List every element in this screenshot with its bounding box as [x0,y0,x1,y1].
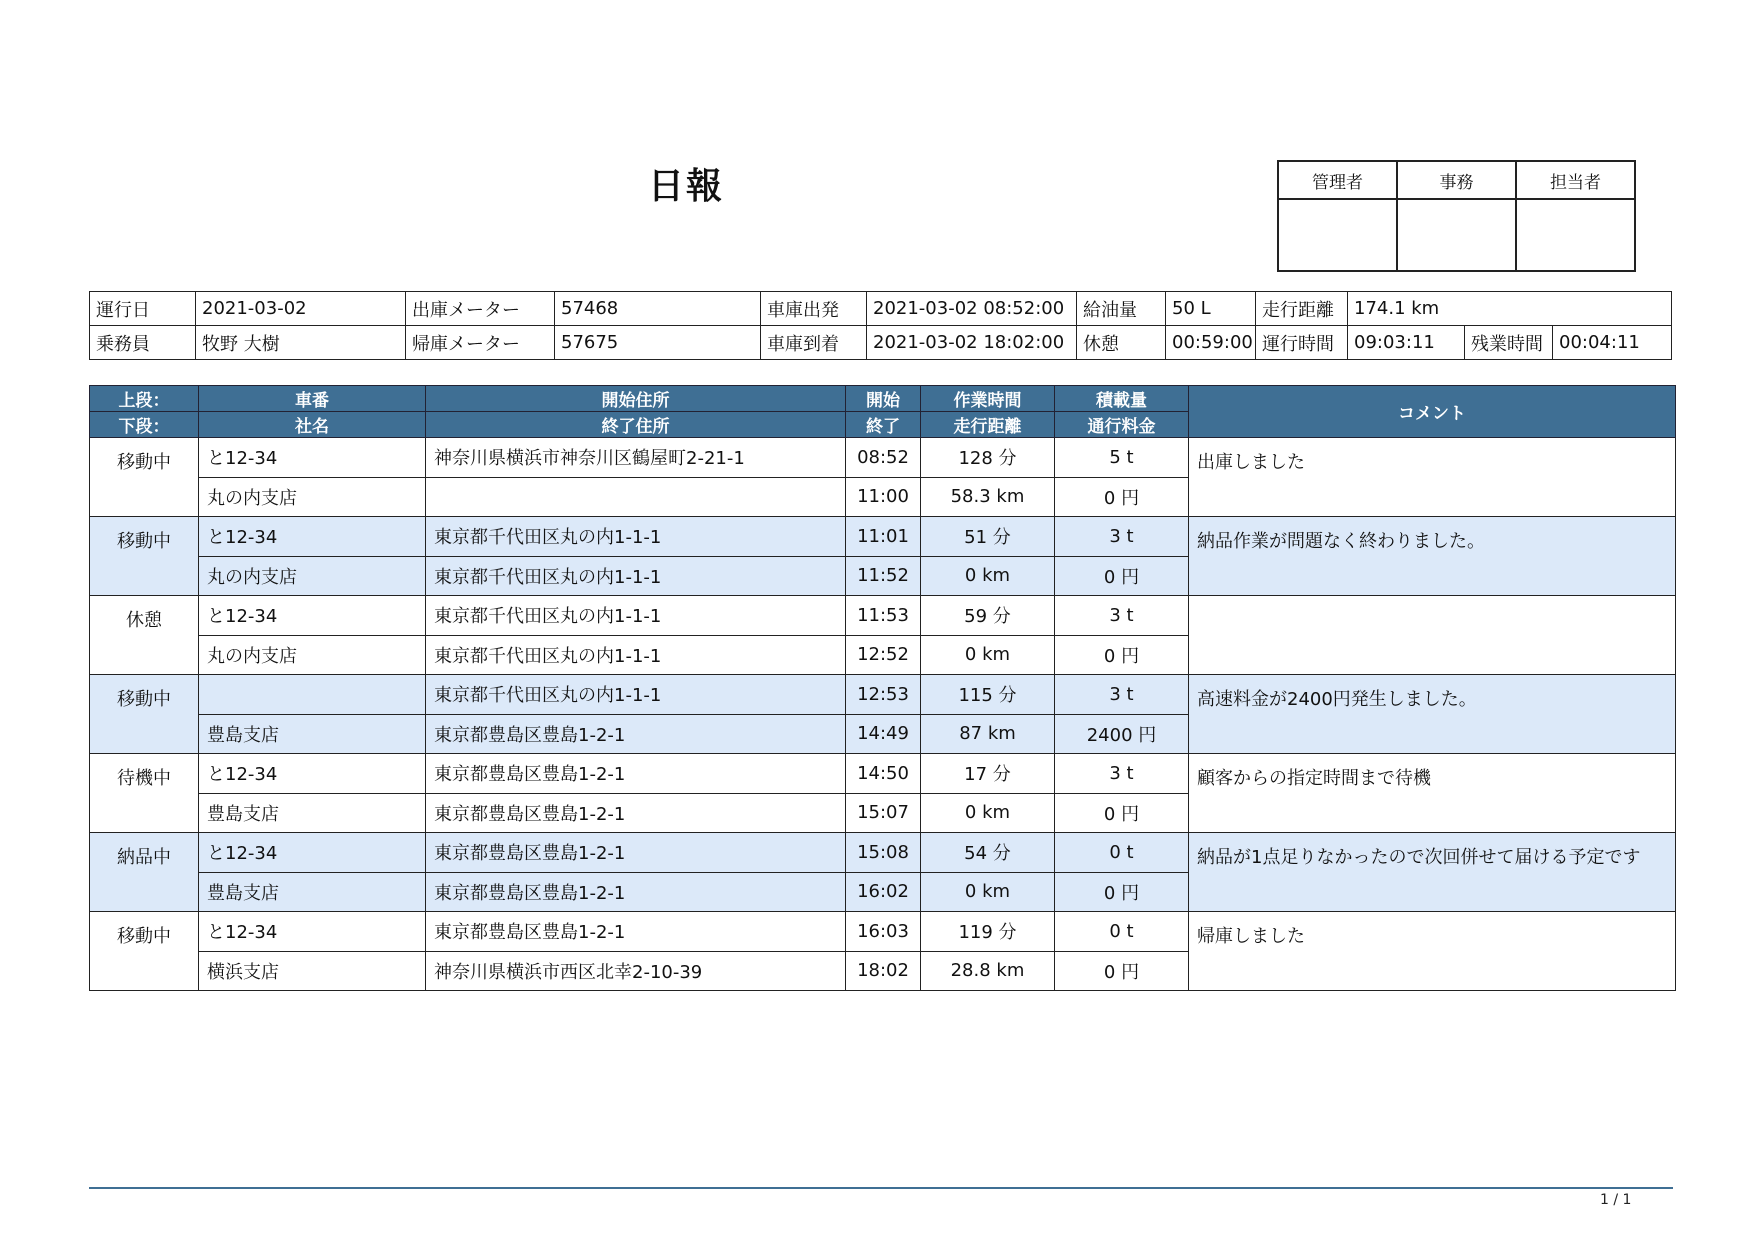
header-start-address: 開始住所 [426,386,846,412]
page-indicator: 1 / 1 [1600,1192,1632,1208]
comment-cell: 出庫しました [1189,438,1676,517]
table-row [90,675,1676,715]
end-time-cell: 18:02 [846,951,921,991]
work-time-cell: 115 分 [921,675,1055,715]
car-no-cell: と12-34 [199,596,426,636]
distance-cell: 0 km [921,872,1055,912]
work-time-cell: 119 分 [921,912,1055,952]
start-address-cell: 東京都千代田区丸の内1-1-1 [426,517,846,557]
status-cell: 移動中 [90,912,199,991]
approval-stamp-manager[interactable] [1278,199,1397,271]
start-time-cell: 14:50 [846,754,921,794]
company-cell: 横浜支店 [199,951,426,991]
end-time-cell: 15:07 [846,793,921,833]
status-cell: 移動中 [90,675,199,754]
distance-cell: 0 km [921,793,1055,833]
distance-cell: 0 km [921,556,1055,596]
arrive-time: 2021-03-02 18:02:00 [867,326,1077,360]
crew-label: 乗務員 [90,326,196,360]
end-address-cell: 東京都豊島区豊島1-2-1 [426,872,846,912]
distance-cell: 87 km [921,714,1055,754]
approval-stamp-office[interactable] [1397,199,1516,271]
end-time-cell: 11:00 [846,477,921,517]
toll-cell: 2400 円 [1055,714,1189,754]
start-time-cell: 15:08 [846,833,921,873]
end-address-cell: 東京都千代田区丸の内1-1-1 [426,556,846,596]
distance-cell: 0 km [921,635,1055,675]
out-meter-label: 出庫メーター [406,292,555,326]
header-run-distance: 走行距離 [921,412,1055,438]
toll-cell: 0 円 [1055,635,1189,675]
start-time-cell: 11:01 [846,517,921,557]
op-time-label: 運行時間 [1256,326,1348,360]
status-cell: 待機中 [90,754,199,833]
company-cell: 豊島支店 [199,793,426,833]
company-cell: 豊島支店 [199,714,426,754]
header-comment: コメント [1189,386,1676,438]
start-time-cell: 16:03 [846,912,921,952]
approval-stamp-table [1277,160,1636,272]
comment-cell [1189,596,1676,675]
header-lower-label: 下段： [90,412,199,438]
depart-time: 2021-03-02 08:52:00 [867,292,1077,326]
end-address-cell: 東京都千代田区丸の内1-1-1 [426,635,846,675]
car-no-cell [199,675,426,715]
end-address-cell: 東京都豊島区豊島1-2-1 [426,793,846,833]
activity-log-table [89,385,1676,991]
car-no-cell: と12-34 [199,833,426,873]
distance-label: 走行距離 [1256,292,1348,326]
total-distance: 174.1 km [1348,292,1672,326]
return-meter-label: 帰庫メーター [406,326,555,360]
load-cell: 3 t [1055,517,1189,557]
table-row [90,596,1676,636]
footer-divider [89,1187,1673,1189]
out-meter: 57468 [555,292,761,326]
start-address-cell: 東京都千代田区丸の内1-1-1 [426,596,846,636]
approval-label-manager: 管理者 [1278,161,1397,199]
end-address-cell [426,477,846,517]
header-end: 終了 [846,412,921,438]
summary-table [89,291,1672,360]
comment-cell: 納品が1点足りなかったので次回併せて届ける予定です [1189,833,1676,912]
header-load: 積載量 [1055,386,1189,412]
return-meter: 57675 [555,326,761,360]
header-toll: 通行料金 [1055,412,1189,438]
start-address-cell: 東京都豊島区豊島1-2-1 [426,912,846,952]
load-cell: 0 t [1055,833,1189,873]
load-cell: 0 t [1055,912,1189,952]
toll-cell: 0 円 [1055,951,1189,991]
load-cell: 5 t [1055,438,1189,478]
overtime: 00:04:11 [1553,326,1672,360]
start-address-cell: 東京都豊島区豊島1-2-1 [426,754,846,794]
start-time-cell: 11:53 [846,596,921,636]
end-time-cell: 14:49 [846,714,921,754]
break-label: 休憩 [1077,326,1166,360]
company-cell: 丸の内支店 [199,556,426,596]
end-time-cell: 16:02 [846,872,921,912]
start-address-cell: 東京都千代田区丸の内1-1-1 [426,675,846,715]
end-time-cell: 12:52 [846,635,921,675]
load-cell: 3 t [1055,675,1189,715]
approval-stamp-staff[interactable] [1516,199,1635,271]
comment-cell: 帰庫しました [1189,912,1676,991]
status-cell: 移動中 [90,517,199,596]
status-cell: 休憩 [90,596,199,675]
comment-cell: 高速料金が2400円発生しました。 [1189,675,1676,754]
table-row [90,754,1676,794]
table-row [90,517,1676,557]
overtime-label: 残業時間 [1465,326,1553,360]
company-cell: 丸の内支店 [199,635,426,675]
load-cell: 3 t [1055,754,1189,794]
start-time-cell: 08:52 [846,438,921,478]
end-time-cell: 11:52 [846,556,921,596]
end-address-cell: 東京都豊島区豊島1-2-1 [426,714,846,754]
crew-name: 牧野 大樹 [196,326,406,360]
car-no-cell: と12-34 [199,912,426,952]
start-address-cell: 神奈川県横浜市神奈川区鶴屋町2-21-1 [426,438,846,478]
car-no-cell: と12-34 [199,438,426,478]
start-address-cell: 東京都豊島区豊島1-2-1 [426,833,846,873]
header-start: 開始 [846,386,921,412]
header-upper-label: 上段： [90,386,199,412]
toll-cell: 0 円 [1055,477,1189,517]
distance-cell: 28.8 km [921,951,1055,991]
work-time-cell: 17 分 [921,754,1055,794]
company-cell: 丸の内支店 [199,477,426,517]
work-time-cell: 54 分 [921,833,1055,873]
table-row [90,912,1676,952]
work-time-cell: 128 分 [921,438,1055,478]
operation-date: 2021-03-02 [196,292,406,326]
comment-cell: 納品作業が問題なく終わりました。 [1189,517,1676,596]
op-time: 09:03:11 [1348,326,1465,360]
page-title: 日報 [647,166,724,207]
toll-cell: 0 円 [1055,793,1189,833]
table-row [90,438,1676,478]
break-time: 00:59:00 [1166,326,1256,360]
car-no-cell: と12-34 [199,517,426,557]
fuel-label: 給油量 [1077,292,1166,326]
load-cell: 3 t [1055,596,1189,636]
header-car-no: 車番 [199,386,426,412]
comment-cell: 顧客からの指定時間まで待機 [1189,754,1676,833]
company-cell: 豊島支店 [199,872,426,912]
approval-label-office: 事務 [1397,161,1516,199]
start-time-cell: 12:53 [846,675,921,715]
table-row [90,833,1676,873]
operation-date-label: 運行日 [90,292,196,326]
end-address-cell: 神奈川県横浜市西区北幸2-10-39 [426,951,846,991]
arrive-label: 車庫到着 [761,326,867,360]
header-company: 社名 [199,412,426,438]
header-end-address: 終了住所 [426,412,846,438]
header-work-time: 作業時間 [921,386,1055,412]
fuel-amount: 50 L [1166,292,1256,326]
approval-label-staff: 担当者 [1516,161,1635,199]
toll-cell: 0 円 [1055,872,1189,912]
distance-cell: 58.3 km [921,477,1055,517]
depart-label: 車庫出発 [761,292,867,326]
work-time-cell: 59 分 [921,596,1055,636]
toll-cell: 0 円 [1055,556,1189,596]
car-no-cell: と12-34 [199,754,426,794]
status-cell: 移動中 [90,438,199,517]
work-time-cell: 51 分 [921,517,1055,557]
status-cell: 納品中 [90,833,199,912]
